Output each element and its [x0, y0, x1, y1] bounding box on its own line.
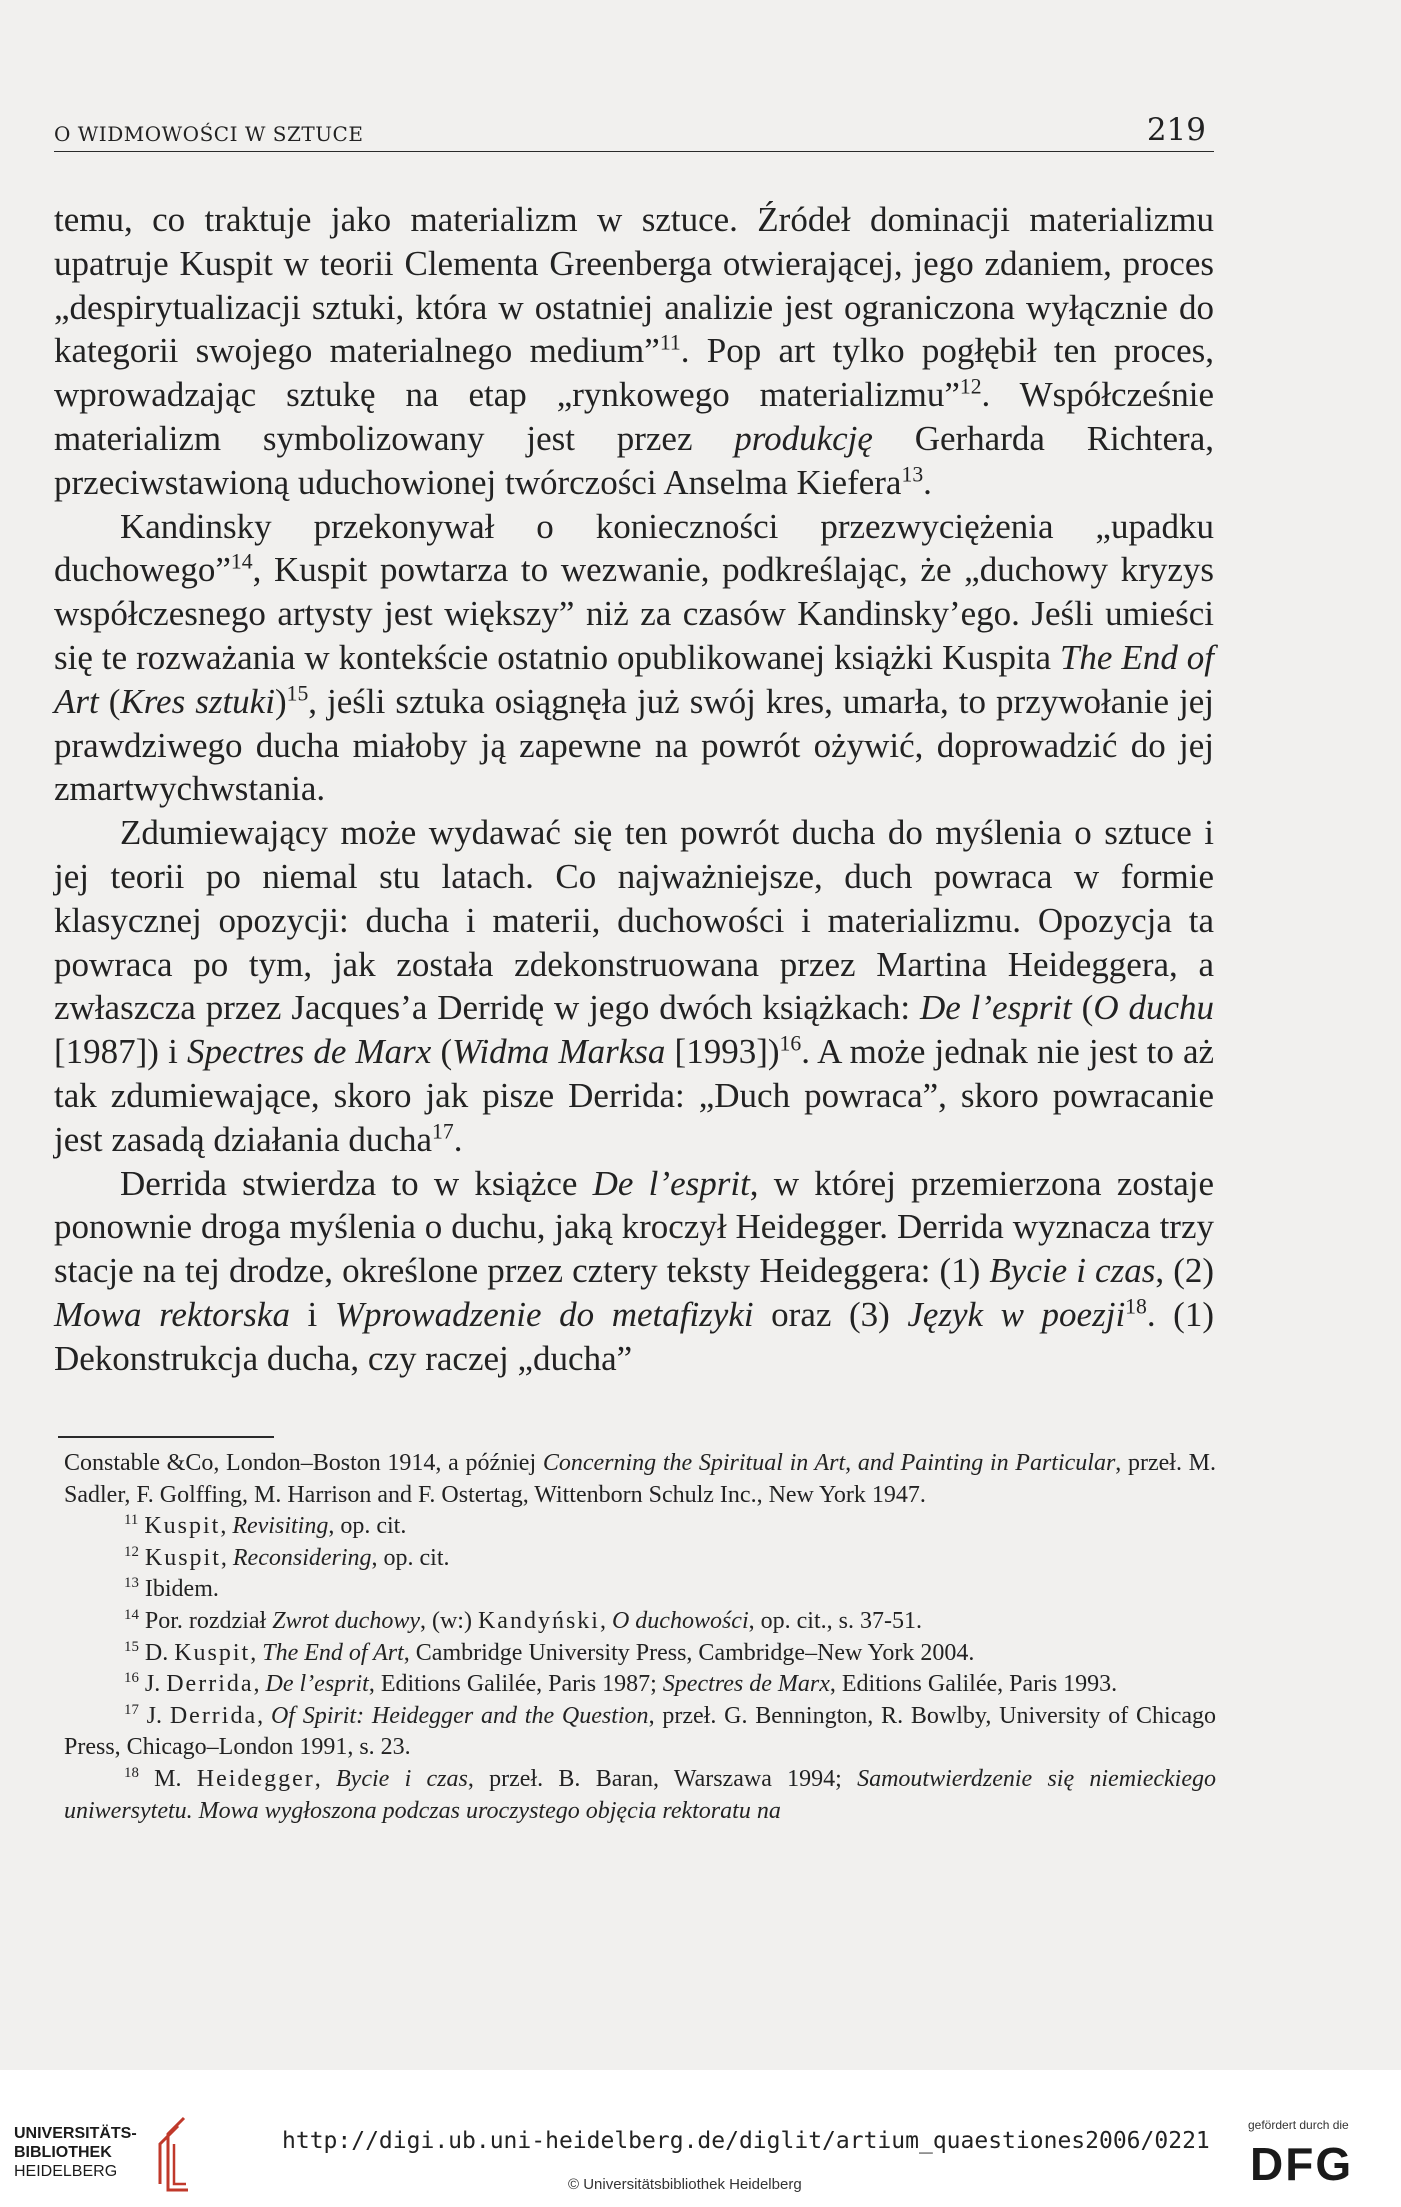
running-title: O WIDMOWOŚCI W SZTUCE — [54, 122, 364, 146]
body-paragraph: Zdumiewający może wydawać się ten powrót ducha do myślenia o sztuce i jej teorii po niemal stu latach. Co najważniejsze, duch powraca w formie klasycznej opozycji: ducha i materii, duchowości i materializmu. Opozycja ta powraca po tym, jak została zdekonstruowana przez Martina Heideggera, a zwłaszcza przez Jacques’a Derridę w jego dwóch książkach: De l’esprit (O duchu [1987]) i Spectres de Marx (Widma Marksa [1993])$^{16}$. A może jednak nie jest to aż tak zdumiewające, skoro jak pisze Derrida: „Duch powraca”, skoro powracanie jest zasadą działania ducha$^{17}$. — [54, 813, 1215, 1159]
copyright-notice: © Universitätsbibliothek Heidelberg — [568, 2176, 802, 2193]
library-logo-line: HEIDELBERG — [14, 2163, 118, 2180]
library-logo-line: UNIVERSITÄTS- — [14, 2125, 137, 2142]
library-logo[interactable] — [14, 2124, 137, 2181]
page-number: 219 — [1146, 112, 1206, 148]
footnote: $^{17}$ J. Derrida, Of Spirit: Heidegger and the Question, przeł. G. Bennington, R. Bowlby, University of Chicago Press, Chicago–London 1991, s. 23. — [64, 1701, 1217, 1761]
footnote: Constable &Co, London–Boston 1914, a później Concerning the Spiritual in Art, and Painting in Particular, przeł. M. Sadler, F. Golffing, M. Harrison and F. Ostertag, Wittenborn Schulz Inc., New York 1947. — [64, 1450, 1216, 1508]
body-text — [54, 198, 1214, 1381]
library-emblem-icon — [148, 2114, 192, 2194]
footnote: $^{16}$ J. Derrida, De l’esprit, Editions Galilée, Paris 1987; Spectres de Marx, Editions Galilée, Paris 1993. — [124, 1670, 1118, 1698]
footnote: $^{12}$ Kuspit, Reconsidering, op. cit. — [124, 1543, 450, 1571]
dfg-logo[interactable] — [1246, 2138, 1386, 2186]
footnote: $^{13}$ Ibidem. — [124, 1575, 219, 1603]
svg-text:DFG: DFG — [1250, 2138, 1354, 2186]
footnote: $^{11}$ Kuspit, Revisiting, op. cit. — [124, 1512, 407, 1540]
body-paragraph: Derrida stwierdza to w książce De l’esprit, w której przemierzona zostaje ponownie droga myślenia o duchu, jaką kroczył Heidegger. Derrida wyznacza trzy stacje na tej drodze, określone przez cztery teksty Heideggera: (1) Bycie i czas, (2) Mowa rektorska i Wprowadzenie do metafizyki oraz (3) Język w poezji$^{18}$. (1) Dekonstrukcja ducha, czy raczej „ducha” — [54, 1163, 1215, 1378]
viewer-footer — [0, 2070, 1401, 2207]
footnotes — [64, 1448, 1216, 1827]
running-head — [54, 112, 1214, 152]
document-url-link[interactable]: http://digi.ub.uni-heidelberg.de/diglit/artium_quaestiones2006/0221 — [282, 2128, 1210, 2154]
footnote: $^{14}$ Por. rozdział Zwrot duchowy, (w:) Kandyński, O duchowości, op. cit., s. 37-51. — [124, 1606, 922, 1634]
body-paragraph: Kandinsky przekonywał o konieczności przezwyciężenia „upadku duchowego”$^{14}$, Kuspit powtarza to wezwanie, podkreślając, że „duchowy kryzys współczesnego artysty jest większy” niż za czasów Kandinsky’ego. Jeśli umieści się te rozważania w kontekście ostatnio opublikowanej książki Kuspita The End of Art (Kres sztuki)$^{15}$, jeśli sztuka osiągnęła już swój kres, umarła, to przywołanie jej prawdziwego ducha miałoby ją zapewne na powrót ożywić, doprowadzić do jej zmartwychwstania. — [54, 506, 1215, 809]
footnote: $^{18}$ M. Heidegger, Bycie i czas, przeł. B. Baran, Warszawa 1994; Samoutwierdzenie się niemieckiego uniwersytetu. Mowa wygłoszona podczas uroczystego objęcia rektoratu na — [64, 1764, 1216, 1824]
library-logo-line: BIBLIOTHEK — [14, 2144, 112, 2161]
footnote: $^{15}$ D. Kuspit, The End of Art, Cambridge University Press, Cambridge–New York 2004. — [124, 1638, 975, 1666]
funding-note: gefördert durch die — [1248, 2118, 1349, 2132]
footnote-divider — [58, 1436, 274, 1438]
body-paragraph: temu, co traktuje jako materializm w sztuce. Źródeł dominacji materializmu upatruje Kuspit w teorii Clementa Greenberga otwierającej, jego zdaniem, proces „despirytualizacji sztuki, która w ostatniej analizie jest ograniczona wyłącznie do kategorii swojego materialnego medium”$^{11}$. Pop art tylko pogłębił ten proces, wprowadzając sztukę na etap „rynkowego materializmu”$^{12}$. Współcześnie materializm symbolizowany jest przez produkcję Gerharda Richtera, przeciwstawioną uduchowionej twórczości Anselma Kiefera$^{13}$. — [54, 200, 1214, 502]
